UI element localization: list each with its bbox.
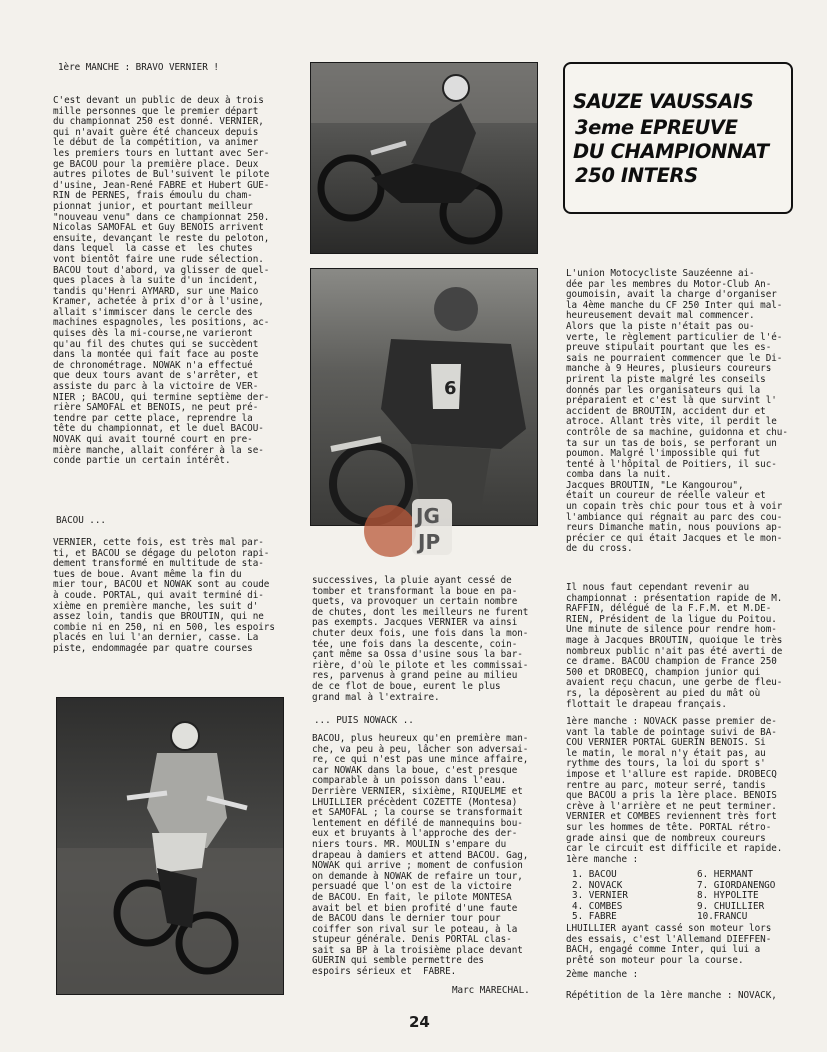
col3-text: L'union Motocycliste Sauzéenne ai- dée par les membres du Motor-Club An- goumoisin, avait la charge d'organiser la 4ème manche du CF 250 Inter qui mal- heureusement devait mal commencer. Alors que la piste n'était pas ou- verte, le règlement particulier de l'é- preuve stipulait pourtant que les es- sais ne pourraient commencer que le Di- manche à 9 Heures, plusieurs coureurs prirent la piste malgré les conseils donnés par les organisateurs qui la préparaient et c'est là que survint l' accident de BROUTIN, accident dur et atroce. Allant très vite, il perdit le contrôle de sa machine, guidonna et chu- ta sur un tas de bois, se perforant un poumon. Malgré l'impossible qui fut tenté à l'hôpital de Poitiers, il suc- comba dans la nuit. Jacques BROUTIN, "Le Kangourou", était un coureur de réelle valeur et un copain très chic pour tous et à voir l'ambiance qui régnait au parc des cou- reurs Dimanche matin, nous pouvions ap- précier ce qui était Jacques et le mon- de du cross. bbox=[566, 268, 788, 555]
col2-text: successives, la pluie ayant cessé de tomber et transformant la boue en pa- quets, va provoquer un certain nombre de chutes, dont les meilleurs ne furent pas exempts. Jacques VERNIER va ainsi chuter deux fois, une fois dans la mon- tée, une fois dans la descente, coin- çant même sa Ossa d'usine sous la bar- rière, d'où le pilote et les commissai- res, parvenus à grand peine au milieu de ce flot de boue, eurent le plus grand mal à l'extraire. bbox=[312, 575, 529, 703]
jg-jp-logo bbox=[362, 493, 462, 563]
results-left: 1. BACOU 2. NOVACK 3. VERNIER 4. COMBES 5. FABRE bbox=[572, 869, 628, 923]
col3d-text: LHUILLIER ayant cassé son moteur lors des essais, c'est l'Allemand DIEFFEN- BACH, engagé comme Inter, qui lui a prêté son moteur pour la course. bbox=[566, 923, 772, 966]
logo-text-bottom: JP bbox=[418, 530, 441, 554]
col2-heading: ... PUIS NOWACK .. bbox=[314, 715, 414, 726]
col2b-text: BACOU, plus heureux qu'en première man- che, va peu à peu, lâcher son adversai- re, ce qui n'est pas une mince affaire, car NOWAK dans la boue, c'est presque comparable à un poisson dans l'eau. Derrière VERNIER, sixième, RIQUELME et LHUILLIER précèdent COZETTE (Montesa) et SAMOFAL ; la course se transformait lentement en défilé de mannequins bou- eux et bruyants à l'approche des der- niers tours. MR. MOULIN s'empare du drapeau à damiers et attend BACOU. Gag, NOWAK qui arrive ; moment de confusion on demande à NOWAK de refaire un tour, persuadé que l'on est de la victoire de BACOU. En fait, le pilote MONTESA avait bel et bien profité d'une faute de BACOU dans le dernier tour pour coiffer son rival sur le poteau, à la stupeur générale. Denis PORTAL clas- sait sa BP à la troisième place devant GUERIN qui semble permettre des espoirs sérieux et FABRE. bbox=[312, 733, 529, 978]
page-number: 24 bbox=[409, 1013, 430, 1031]
svg-text:6: 6 bbox=[444, 378, 457, 399]
title-line4: 250 INTERS bbox=[575, 164, 698, 187]
title-line3: DU CHAMPIONNAT bbox=[573, 140, 769, 163]
article-title-box bbox=[563, 62, 793, 214]
photo-rider-top-image bbox=[311, 63, 537, 253]
col1-text: C'est devant un public de deux à trois mille personnes que le premier départ du championnat 250 est donné. VERNIER, qui n'avait guère été chanceux depuis le début de la compétition, va animer les premiers tours en luttant avec Ser- ge BACOU pour la première place. Deux autres pilotes de Bul'suivent le pilote d'usine, Jean-René FABRE et Hubert GUE- RIN de PERNES, frais émoulu du cham- pionnat junior, et pourtant meilleur "nouveau venu" dans ce championnat 250. Nicolas SAMOFAL et Guy BENOIS arrivent ensuite, devançant le reste du peloton, dans lequel la casse et les chutes vont bientôt faire une rude sélection. BACOU tout d'abord, va glisser de quel- ques places à la suite d'un incident, tandis qu'Henri AYMARD, sur une Maico Kramer, achetée à prix d'or à l'usine, allait s'immiscer dans le cercle des machines espagnoles, les positions, ac- quises dès la mi-course,ne varieront qu'au fil des chutes qui se succèdent dans la montée qui fait face au poste de chronométrage. NOWAK n'a effectué que deux tours avant de s'arrêter, et assiste du parc à la victoire de VER- NIER ; BACOU, qui termine septième der- rière SAMOFAL et BENOIS, ne peut pré- tendre par cette place, reprendre la tête du championnat, et le duel BACOU- NOVAK qui avait tourné court en pre- mière manche, allait conférer à la se- conde partie un certain intérêt. bbox=[53, 95, 270, 467]
col3c-text: 1ère manche : NOVACK passe premier de- vant la table de pointage suivi de BA- COU VERNIER PORTAL GUERIN BENOIS. Si le matin, le moral n'y était pas, au rythme des tours, la loi du sport s' impose et l'allure est rapide. DROBECQ rentre au parc, moteur serré, tandis que BACOU a pris la 1ère place. BENOIS crève à l'arrière et ne peut terminer. VERNIER et COMBES reviennent très fort sur les hommes de tête. PORTAL rétro- grade ainsi que de nombreux coureurs car le circuit est difficile et rapide. 1ère manche : bbox=[566, 716, 783, 865]
col3b-text: Il nous faut cependant revenir au championnat : présentation rapide de M. RAFFIN, délégué de la F.F.M. et M.DE- RIEN, Président de la ligue du Poitou. Une minute de silence pour rendre hom- mage à Jacques BROUTIN, quoique le très nombreux public n'ait pas été averti de ce drame. BACOU champion de France 250 500 et DROBECQ, champion junior qui avaient reçu chacun, une gerbe de fleu- rs, la déposèrent au pied du mât où flottait le drapeau français. bbox=[566, 582, 783, 710]
photo-rider-jump-image bbox=[57, 698, 283, 994]
photo-rider-jump bbox=[56, 697, 284, 995]
signature: Marc MARECHAL. bbox=[452, 985, 530, 996]
results-right: 6. HERMANT 7. GIORDANENGO 8. HYPOLITE 9. CHUILLIER 10.FRANCU bbox=[697, 869, 776, 923]
col3e-text: 2ème manche : Répétition de la 1ère manche : NOVACK, bbox=[566, 969, 777, 1002]
photo-rider-back-image bbox=[311, 269, 537, 525]
logo-text-top: JG bbox=[416, 504, 440, 528]
title-line1: SAUZE VAUSSAIS bbox=[573, 90, 754, 113]
col1b-text: VERNIER, cette fois, est très mal par- ti, et BACOU se dégage du peloton rapi- dement transformé en multitude de sta- tues de boue. Avant même la fin du mier tour, BACOU et NOWAK sont au coude à coude. PORTAL, qui avait terminé di- xième en première manche, les suit d' assez loin, tandis que BROUTIN, qui ne combie ni en 250, ni en 500, les espoirs placés en lui l'an dernier, casse. La piste, endommagée par quatre courses bbox=[53, 537, 275, 654]
photo-rider-back bbox=[310, 268, 538, 526]
title-line2: 3eme EPREUVE bbox=[575, 116, 738, 139]
col1b-heading: BACOU ... bbox=[56, 515, 106, 526]
photo-rider-top bbox=[310, 62, 538, 254]
col1-heading: 1ère MANCHE : BRAVO VERNIER ! bbox=[58, 62, 219, 73]
